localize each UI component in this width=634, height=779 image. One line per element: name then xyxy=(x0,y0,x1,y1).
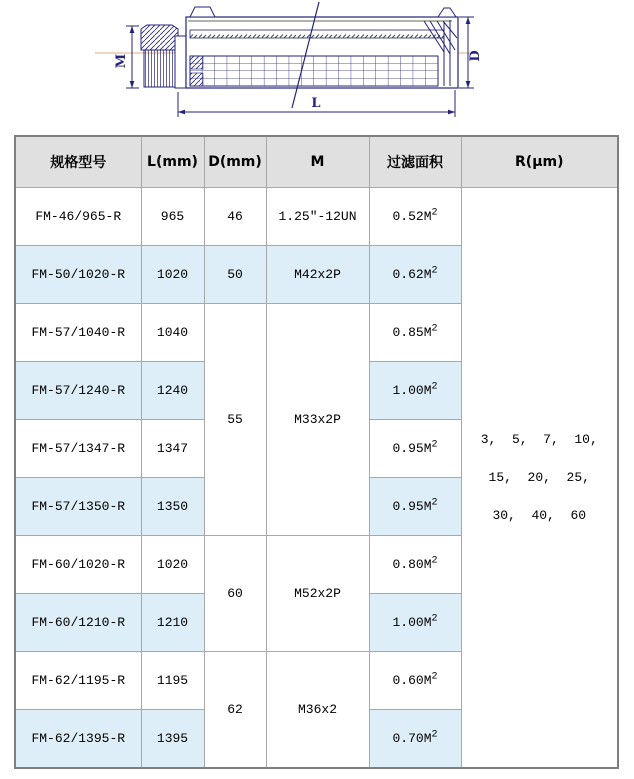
cell-thread: M36x2 xyxy=(266,652,369,769)
cell-filter-area: $0.70M^2$ xyxy=(369,710,461,769)
dimension-m xyxy=(114,26,139,88)
cell-diameter: 46 xyxy=(204,188,266,246)
cell-filter-area: $0.95M^2$ xyxy=(369,478,461,536)
cell-model: FM-57/1040-R xyxy=(15,304,141,362)
spec-table-container xyxy=(14,135,619,769)
cell-model: FM-46/965-R xyxy=(15,188,141,246)
micron-ratings-line: 30, 40, 60 xyxy=(492,507,587,523)
cell-filter-area: $0.60M^2$ xyxy=(369,652,461,710)
thread-fitting xyxy=(141,25,186,88)
cell-length: 965 xyxy=(141,188,204,246)
dim-label-m: M xyxy=(114,53,129,69)
header-micron-rating: R(μm) xyxy=(461,136,618,188)
cell-filter-area: $1.00M^2$ xyxy=(369,594,461,652)
header-row xyxy=(15,136,618,188)
cell-model: FM-57/1350-R xyxy=(15,478,141,536)
cell-length: 1040 xyxy=(141,304,204,362)
cell-length: 1020 xyxy=(141,246,204,304)
cell-model: FM-57/1347-R xyxy=(15,420,141,478)
cell-thread: 1.25"-12UN xyxy=(266,188,369,246)
cell-model: FM-62/1395-R xyxy=(15,710,141,769)
cell-diameter: 55 xyxy=(204,304,266,536)
cell-filter-area: $0.80M^2$ xyxy=(369,536,461,594)
cell-filter-area: $1.00M^2$ xyxy=(369,362,461,420)
cell-length: 1210 xyxy=(141,594,204,652)
header-filter-area: 过滤面积 xyxy=(369,136,461,188)
cell-model: FM-62/1195-R xyxy=(15,652,141,710)
cell-length: 1195 xyxy=(141,652,204,710)
dimension-l xyxy=(178,90,455,117)
filter-body xyxy=(186,7,458,88)
cell-filter-area: $0.52M^2$ xyxy=(369,188,461,246)
cell-model: FM-57/1240-R xyxy=(15,362,141,420)
cell-diameter: 62 xyxy=(204,652,266,769)
header-diameter: D(mm) xyxy=(204,136,266,188)
header-length: L(mm) xyxy=(141,136,204,188)
cell-length: 1020 xyxy=(141,536,204,594)
cell-length: 1350 xyxy=(141,478,204,536)
cell-diameter: 60 xyxy=(204,536,266,652)
cell-thread: M42x2P xyxy=(266,246,369,304)
cell-length: 1395 xyxy=(141,710,204,769)
header-thread: M xyxy=(266,136,369,188)
cell-diameter: 50 xyxy=(204,246,266,304)
dim-label-l: L xyxy=(311,96,321,111)
cell-length: 1240 xyxy=(141,362,204,420)
filter-element-diagram xyxy=(0,0,634,130)
micron-ratings-line: 3, 5, 7, 10, xyxy=(480,431,598,447)
dim-label-d: D xyxy=(468,50,483,62)
cell-filter-area: $0.85M^2$ xyxy=(369,304,461,362)
cell-model: FM-60/1020-R xyxy=(15,536,141,594)
cell-filter-area: $0.95M^2$ xyxy=(369,420,461,478)
table-row xyxy=(15,188,618,246)
cell-thread: M33x2P xyxy=(266,304,369,536)
cell-model: FM-50/1020-R xyxy=(15,246,141,304)
cell-thread: M52x2P xyxy=(266,536,369,652)
spec-table xyxy=(14,135,619,769)
cell-micron-ratings xyxy=(461,188,618,769)
header-model: 规格型号 xyxy=(15,136,141,188)
micron-ratings-line: 15, 20, 25, xyxy=(488,469,590,485)
cell-length: 1347 xyxy=(141,420,204,478)
cell-model: FM-60/1210-R xyxy=(15,594,141,652)
cell-filter-area: $0.62M^2$ xyxy=(369,246,461,304)
